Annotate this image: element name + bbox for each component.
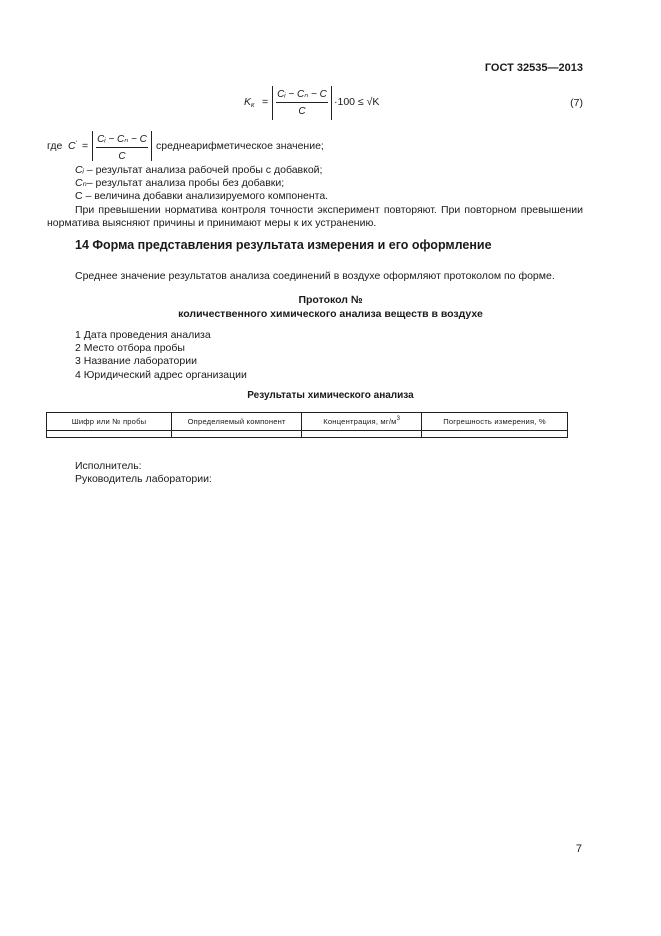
where-description: среднеарифметическое значение; [156, 140, 324, 152]
table-header-cell: Шифр или № пробы [47, 413, 172, 431]
results-table [46, 412, 568, 438]
note-paragraph: При превышении норматива контроля точности эксперимент повторяют. При повторном превышении норматива выясняют причины и принимают меры к их устранению. [47, 204, 583, 229]
equation-number: (7) [570, 97, 583, 109]
results-title: Результаты химического анализа [247, 390, 414, 401]
table-header-cell: Погрешность измерения, % [422, 413, 568, 431]
table-header-cell: Определяемый компонент [172, 413, 302, 431]
formula-denominator: C [298, 106, 306, 117]
where-abs-fraction [92, 131, 152, 161]
definition-ci: Cᵢ – результат анализа рабочей пробы с добавкой; [75, 164, 323, 176]
protocol-title: Протокол № [298, 294, 363, 306]
where-symbol: $C^ʹ$ [68, 140, 77, 152]
protocol-subtitle: количественного химического анализа веществ в воздухе [178, 308, 483, 320]
signature-executor: Исполнитель: [75, 460, 142, 472]
formula-tail: ·100 ≤ √K [334, 96, 380, 108]
protocol-item: 4 Юридический адрес организации [75, 369, 247, 381]
where-prefix: где [47, 140, 63, 152]
table-header-cell: Концентрация, $мг/м^3$ [302, 413, 422, 431]
protocol-item: 2 Место отбора пробы [75, 342, 185, 354]
section-title: 14 Форма представления результата измерения и его оформление [75, 238, 492, 252]
signature-lab-head: Руководитель лаборатории: [75, 473, 212, 485]
section-intro: Среднее значение результатов анализа соединений в воздухе оформляют протоколом по форме. [75, 270, 555, 282]
definition-cn: Cₙ– результат анализа пробы без добавки; [75, 177, 285, 189]
document-code: ГОСТ 32535—2013 [484, 62, 583, 74]
table-header-row [47, 413, 568, 431]
formula-equals: = [262, 96, 269, 108]
where-definition [47, 131, 607, 163]
table-cell [172, 431, 302, 438]
fraction-bar [276, 102, 328, 103]
where-numerator: Cᵢ − Cₙ − C [97, 134, 147, 145]
table-row [47, 431, 568, 438]
page-number: 7 [575, 843, 582, 855]
protocol-item: 3 Название лаборатории [75, 355, 197, 367]
where-denominator: C [118, 151, 126, 162]
table-cell [47, 431, 172, 438]
formula-lhs: $K_к$ [244, 96, 255, 109]
fraction-bar [96, 147, 148, 148]
table-cell [422, 431, 568, 438]
table-cell [302, 431, 422, 438]
formula-abs-fraction [272, 86, 332, 120]
formula-numerator: Cᵢ − Cₙ − C [277, 89, 327, 100]
where-equals: = [82, 140, 89, 152]
protocol-item: 1 Дата проведения анализа [75, 329, 211, 341]
definition-c: С – величина добавки анализируемого компонента. [75, 190, 329, 202]
